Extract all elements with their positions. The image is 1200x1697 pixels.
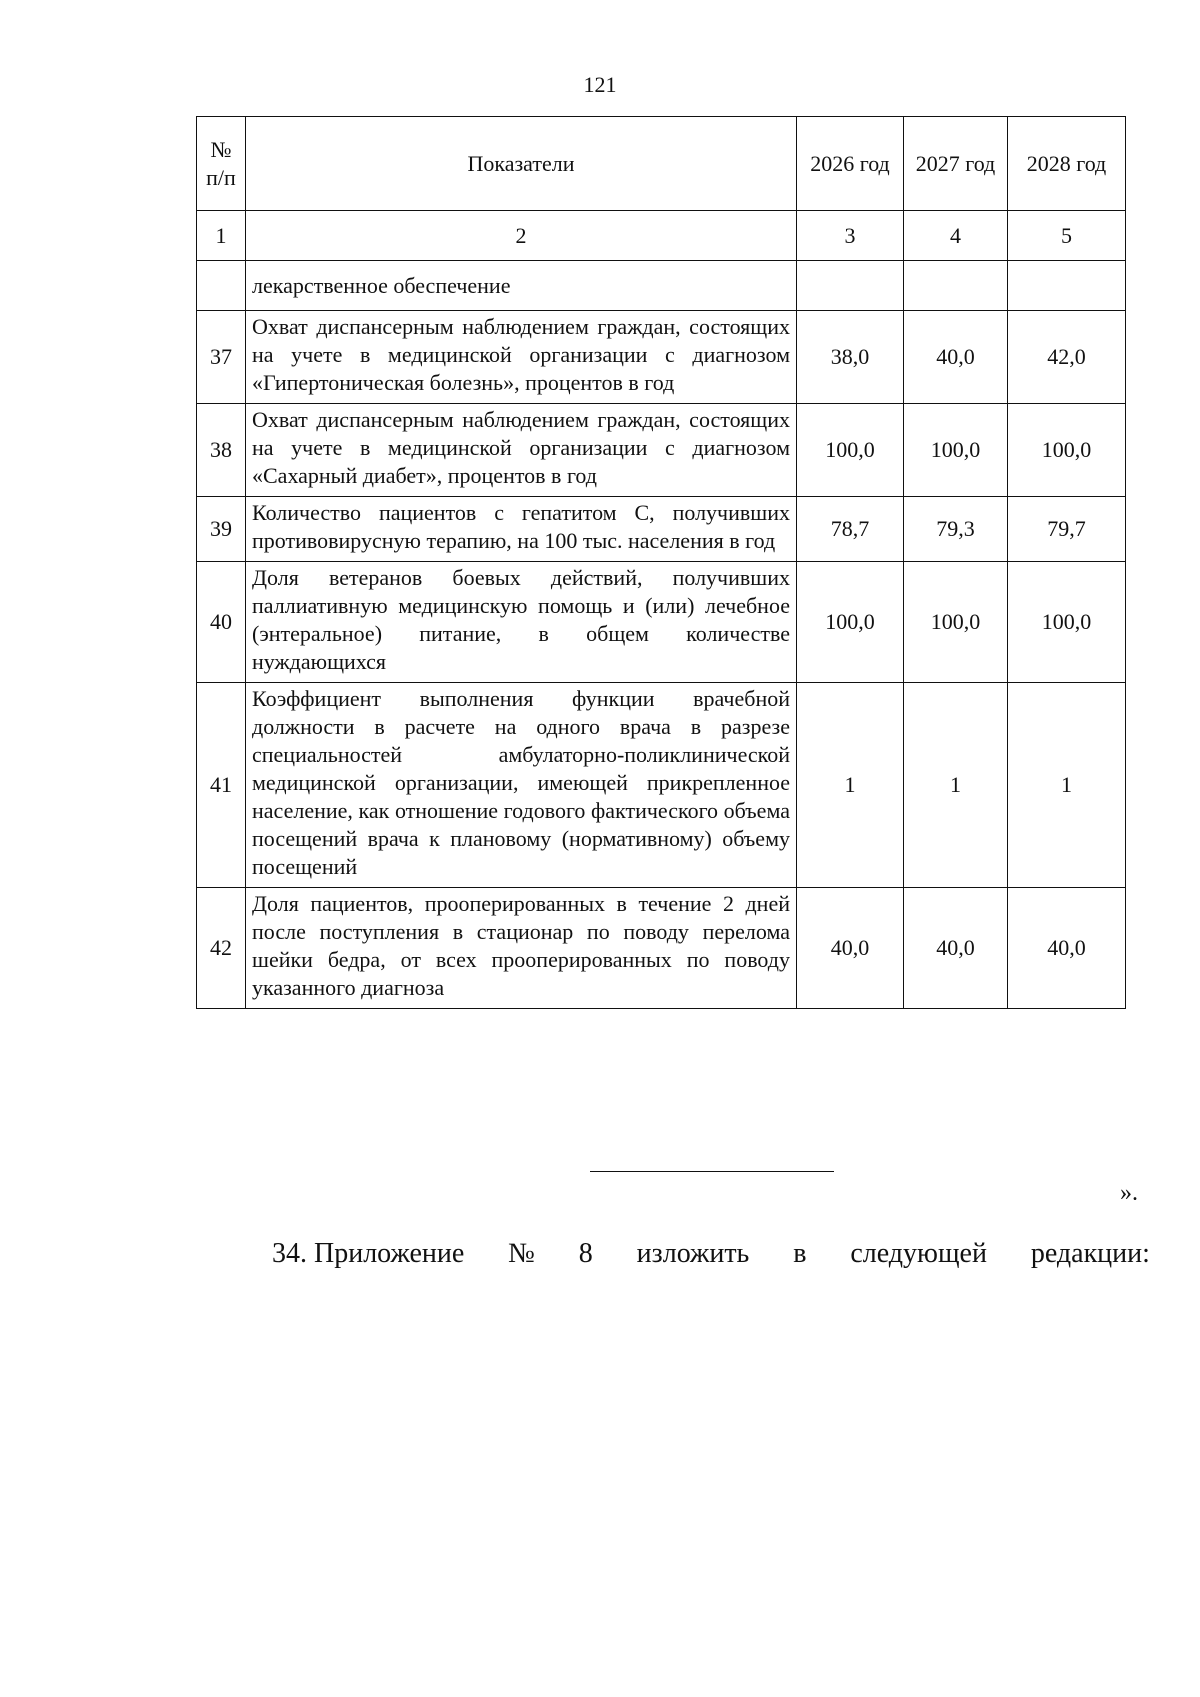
row-number: 41 bbox=[197, 683, 246, 888]
column-index: 5 bbox=[1008, 211, 1126, 261]
indicators-table bbox=[196, 116, 1126, 1009]
value-2026: 1 bbox=[797, 683, 904, 888]
indicator-text: Доля пациентов, прооперированных в течение 2 дней после поступления в стационар по поводу перелома шейки бедра, от всех прооперированных по поводу указанного диагноза bbox=[246, 888, 797, 1009]
value-2028: 79,7 bbox=[1008, 497, 1126, 562]
value-2027: 79,3 bbox=[904, 497, 1008, 562]
header-year-2027: 2027 год bbox=[904, 117, 1008, 211]
row-number: 40 bbox=[197, 562, 246, 683]
value-2027: 1 bbox=[904, 683, 1008, 888]
table-row bbox=[197, 311, 1126, 404]
header-indicator: Показатели bbox=[246, 117, 797, 211]
value-2028: 1 bbox=[1008, 683, 1126, 888]
row-number: 39 bbox=[197, 497, 246, 562]
column-index-row bbox=[197, 211, 1126, 261]
paragraph-word: 34. Приложение bbox=[272, 1238, 465, 1269]
value-2027: 40,0 bbox=[904, 888, 1008, 1009]
amendment-paragraph bbox=[272, 1236, 1150, 1272]
table-row bbox=[197, 404, 1126, 497]
page-number: 121 bbox=[583, 72, 617, 97]
indicator-text: Количество пациентов с гепатитом С, получивших противовирусную терапию, на 100 тыс. населения в год bbox=[246, 497, 797, 562]
value-2028: 100,0 bbox=[1008, 562, 1126, 683]
indicator-text: Доля ветеранов боевых действий, получивших паллиативную медицинскую помощь и (или) лечебное (энтеральное) питание, в общем количестве нуждающихся bbox=[246, 562, 797, 683]
header-year-2026: 2026 год bbox=[797, 117, 904, 211]
table-row bbox=[197, 497, 1126, 562]
closing-quote: ». bbox=[1120, 1180, 1138, 1206]
continuation-text: лекарственное обеспечение bbox=[246, 261, 797, 311]
value-2026: 40,0 bbox=[797, 888, 904, 1009]
paragraph-word: следующей bbox=[850, 1238, 987, 1269]
row-number: 37 bbox=[197, 311, 246, 404]
value-2027: 40,0 bbox=[904, 311, 1008, 404]
value-2027: 100,0 bbox=[904, 404, 1008, 497]
column-index: 2 bbox=[246, 211, 797, 261]
column-index: 4 bbox=[904, 211, 1008, 261]
value-2026: 38,0 bbox=[797, 311, 904, 404]
header-year-2028: 2028 год bbox=[1008, 117, 1126, 211]
paragraph-word: № bbox=[508, 1238, 535, 1269]
indicator-text: Коэффициент выполнения функции врачебной должности в расчете на одного врача в разрезе специальностей амбулаторно-поликлинической медицинской организации, имеющей прикрепленное население, как отношение годового фактического объема посещений врача к плановому (нормативному) объему посещений bbox=[246, 683, 797, 888]
separator-line bbox=[590, 1171, 834, 1172]
header-num: № п/п bbox=[197, 117, 246, 211]
column-index: 3 bbox=[797, 211, 904, 261]
paragraph-word: изложить bbox=[636, 1238, 750, 1269]
value-2026: 78,7 bbox=[797, 497, 904, 562]
table-row bbox=[197, 683, 1126, 888]
continuation-row bbox=[197, 261, 1126, 311]
table-row bbox=[197, 888, 1126, 1009]
value-2028: 40,0 bbox=[1008, 888, 1126, 1009]
row-number: 42 bbox=[197, 888, 246, 1009]
value-2026: 100,0 bbox=[797, 562, 904, 683]
indicator-text: Охват диспансерным наблюдением граждан, состоящих на учете в медицинской организации с диагнозом «Сахарный диабет», процентов в год bbox=[246, 404, 797, 497]
column-index: 1 bbox=[197, 211, 246, 261]
table-row bbox=[197, 562, 1126, 683]
row-number: 38 bbox=[197, 404, 246, 497]
value-2028: 42,0 bbox=[1008, 311, 1126, 404]
paragraph-word: 8 bbox=[578, 1238, 593, 1269]
table-header-row bbox=[197, 117, 1126, 211]
paragraph-word: редакции: bbox=[1030, 1238, 1150, 1269]
value-2028: 100,0 bbox=[1008, 404, 1126, 497]
value-2026: 100,0 bbox=[797, 404, 904, 497]
value-2027: 100,0 bbox=[904, 562, 1008, 683]
indicator-text: Охват диспансерным наблюдением граждан, состоящих на учете в медицинской организации с диагнозом «Гипертоническая болезнь», процентов в год bbox=[246, 311, 797, 404]
paragraph-word: в bbox=[793, 1238, 807, 1269]
